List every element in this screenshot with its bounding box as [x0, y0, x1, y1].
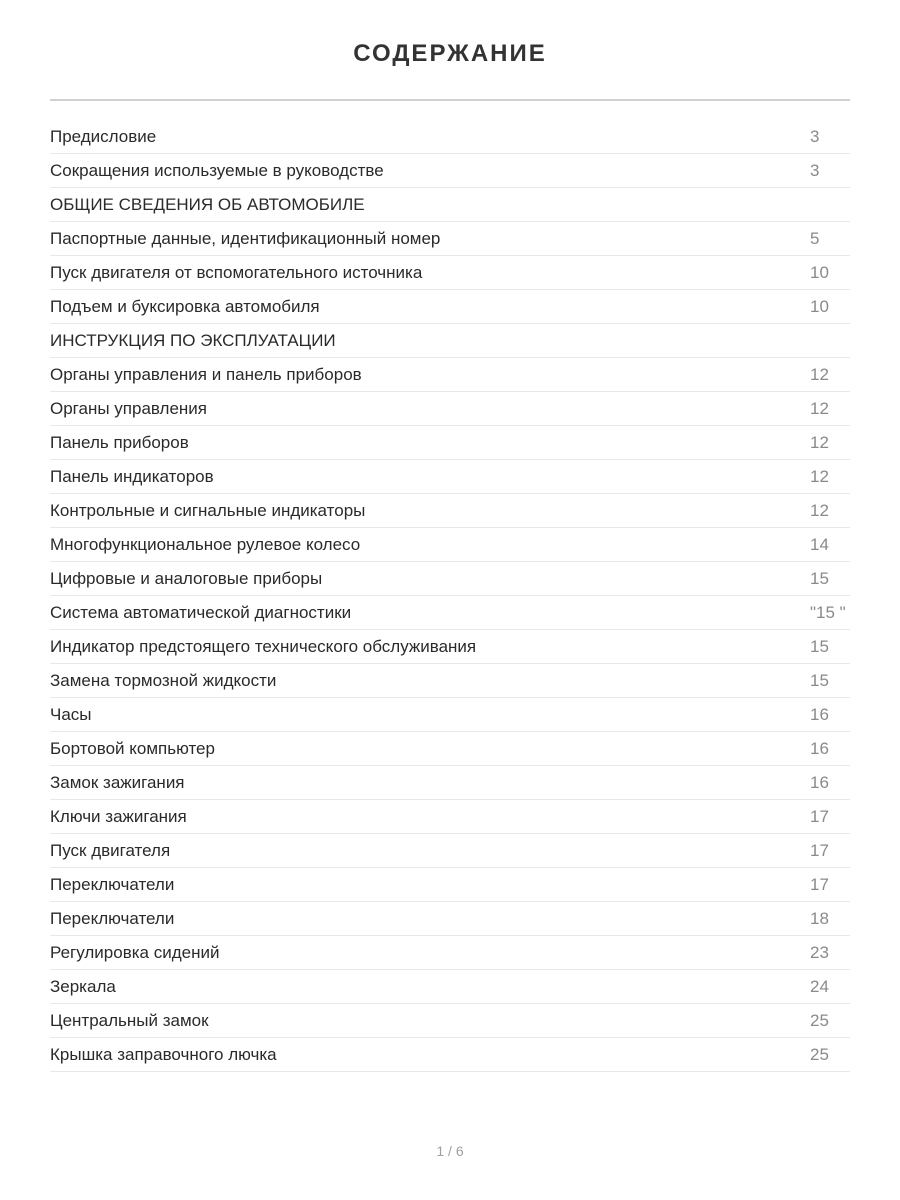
toc-entry[interactable] — [50, 392, 850, 426]
toc-entry-page: 15 — [810, 670, 829, 690]
toc-entry-title: Контрольные и сигнальные индикаторы — [50, 500, 366, 520]
toc-entry[interactable] — [50, 222, 850, 256]
toc-entry-title: ИНСТРУКЦИЯ ПО ЭКСПЛУАТАЦИИ — [50, 330, 336, 350]
toc-entry[interactable] — [50, 732, 850, 766]
toc-entry-page: 12 — [810, 364, 829, 384]
page-indicator: 1 / 6 — [436, 1143, 464, 1159]
toc-entry-page: 18 — [810, 908, 829, 928]
toc-entry-title: Пуск двигателя от вспомогательного источника — [50, 262, 423, 282]
toc-entry[interactable] — [50, 562, 850, 596]
toc-entry[interactable] — [50, 970, 850, 1004]
title-divider — [50, 99, 850, 101]
toc-entry-title: Зеркала — [50, 976, 116, 996]
toc-entry[interactable] — [50, 120, 850, 154]
toc-entry-page: 10 — [810, 262, 829, 282]
toc-entry-title: Индикатор предстоящего технического обслуживания — [50, 636, 477, 656]
table-of-contents — [50, 120, 850, 1072]
toc-entry[interactable] — [50, 324, 850, 358]
toc-entry-page: 10 — [810, 296, 829, 316]
toc-entry[interactable] — [50, 936, 850, 970]
toc-entry-page: 25 — [810, 1010, 829, 1030]
toc-entry[interactable] — [50, 460, 850, 494]
toc-entry[interactable] — [50, 188, 850, 222]
toc-entry-title: Переключатели — [50, 908, 175, 928]
toc-entry-page: 12 — [810, 466, 829, 486]
toc-entry-page: 3 — [810, 160, 820, 180]
toc-entry-page: 5 — [810, 228, 820, 248]
toc-entry-page: 12 — [810, 500, 829, 520]
toc-entry-page: 16 — [810, 772, 829, 792]
toc-entry[interactable] — [50, 868, 850, 902]
toc-entry-title: Пуск двигателя — [50, 840, 171, 860]
toc-entry-title: ОБЩИЕ СВЕДЕНИЯ ОБ АВТОМОБИЛЕ — [50, 194, 365, 214]
toc-entry-page: 16 — [810, 738, 829, 758]
toc-entry-title: Паспортные данные, идентификационный номер — [50, 228, 441, 248]
toc-entry-title: Часы — [50, 704, 92, 724]
toc-entry-page: 15 — [810, 568, 829, 588]
toc-entry-page: 3 — [810, 126, 820, 146]
toc-entry-title: Система автоматической диагностики — [50, 602, 352, 622]
toc-entry[interactable] — [50, 596, 850, 630]
toc-entry-title: Подъем и буксировка автомобиля — [50, 296, 320, 316]
toc-entry-page: 17 — [810, 840, 829, 860]
toc-entry-title: Многофункциональное рулевое колесо — [50, 534, 361, 554]
toc-entry-title: Органы управления и панель приборов — [50, 364, 362, 384]
toc-entry[interactable] — [50, 766, 850, 800]
toc-entry-title: Замена тормозной жидкости — [50, 670, 277, 690]
toc-entry-page: "15 " — [810, 602, 846, 622]
toc-entry[interactable] — [50, 902, 850, 936]
toc-entry-page: 24 — [810, 976, 829, 996]
page-title: СОДЕРЖАНИЕ — [353, 40, 547, 67]
toc-entry[interactable] — [50, 358, 850, 392]
toc-entry[interactable] — [50, 290, 850, 324]
toc-entry-page: 15 — [810, 636, 829, 656]
toc-entry-title: Цифровые и аналоговые приборы — [50, 568, 323, 588]
toc-entry-title: Замок зажигания — [50, 772, 185, 792]
toc-entry-title: Ключи зажигания — [50, 806, 187, 826]
toc-entry-title: Центральный замок — [50, 1010, 209, 1030]
toc-entry[interactable] — [50, 528, 850, 562]
toc-entry[interactable] — [50, 256, 850, 290]
toc-entry-title: Органы управления — [50, 398, 208, 418]
toc-entry[interactable] — [50, 664, 850, 698]
toc-entry[interactable] — [50, 1038, 850, 1072]
toc-entry-page: 23 — [810, 942, 829, 962]
toc-entry-title: Предисловие — [50, 126, 157, 146]
toc-entry-page: 12 — [810, 398, 829, 418]
toc-entry[interactable] — [50, 494, 850, 528]
toc-entry[interactable] — [50, 800, 850, 834]
toc-entry-title: Крышка заправочного лючка — [50, 1044, 277, 1064]
toc-entry[interactable] — [50, 698, 850, 732]
toc-entry-title: Бортовой компьютер — [50, 738, 215, 758]
toc-entry-page: 16 — [810, 704, 829, 724]
toc-entry-page: 17 — [810, 874, 829, 894]
toc-entry-page: 25 — [810, 1044, 829, 1064]
toc-entry[interactable] — [50, 426, 850, 460]
toc-entry-page: 12 — [810, 432, 829, 452]
toc-entry-page: 14 — [810, 534, 829, 554]
toc-entry[interactable] — [50, 630, 850, 664]
toc-entry[interactable] — [50, 1004, 850, 1038]
toc-entry-title: Переключатели — [50, 874, 175, 894]
toc-entry-title: Панель приборов — [50, 432, 189, 452]
toc-entry-title: Сокращения используемые в руководстве — [50, 160, 384, 180]
toc-entry[interactable] — [50, 834, 850, 868]
toc-entry-title: Регулировка сидений — [50, 942, 220, 962]
toc-entry-page: 17 — [810, 806, 829, 826]
toc-entry-title: Панель индикаторов — [50, 466, 214, 486]
toc-entry[interactable] — [50, 154, 850, 188]
